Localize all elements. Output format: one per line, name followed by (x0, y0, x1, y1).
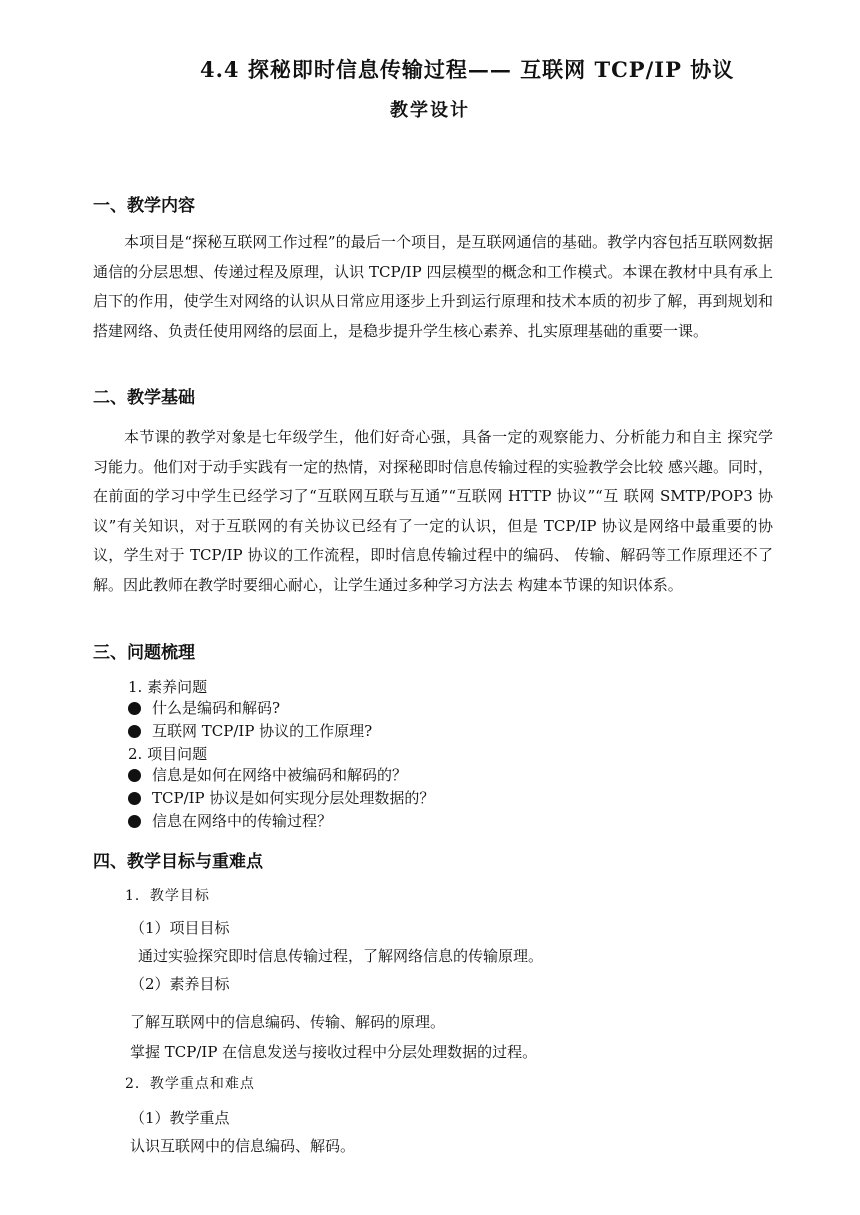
subsection-label: 2．教学重点和难点 (125, 1076, 255, 1092)
question-group-label: 2. 项目问题 (128, 745, 208, 763)
document-subtitle: 教学设计 (390, 100, 470, 121)
focus-text: 认识互联网中的信息编码、解码。 (130, 1137, 356, 1155)
objective-label: （2）素养目标 (130, 975, 230, 993)
question-item: 信息在网络中的传输过程？ (152, 812, 333, 830)
section-heading-content: 一、教学内容 (93, 196, 195, 216)
objective-label: （1）项目目标 (130, 919, 230, 937)
focus-label: （1）教学重点 (130, 1109, 230, 1127)
bullet-icon (128, 702, 141, 715)
document-title: 4.4 探秘即时信息传输过程—— 互联网 TCP/IP 协议 (200, 57, 735, 82)
question-item: 互联网 TCP/IP 协议的工作原理? (152, 722, 373, 740)
question-item: 什么是编码和解码? (152, 699, 281, 717)
bullet-icon (128, 792, 141, 805)
question-item: TCP/IP 协议是如何实现分层处理数据的？ (152, 789, 435, 807)
section-paragraph-content: 本项目是“探秘互联网工作过程”的最后一个项目，是互联网通信的基础。教学内容包括互联网数据通信的分层思想、传递过程及原理，认识 TCP/IP 四层模型的概念和工作模式。本课在教材中具有承上启下的作用，使学生对网络的认识从日常应用逐步上升到运行原理和技术本质的初步了解，再到规划和搭建网络、负责任使用网络的层面上，是稳步提升学生核心素养、扎实原理基础的重要一课。 (93, 233, 773, 340)
section-heading-objectives: 四、教学目标与重难点 (93, 852, 263, 872)
bullet-icon (128, 769, 141, 782)
section-paragraph-basis: 本节课的教学对象是七年级学生，他们好奇心强，具备一定的观察能力、分析能力和自主 探究学习能力。他们对于动手实践有一定的热情，对探秘即时信息传输过程的实验教学会比较 感兴趣。同时，在前面的学习中学生已经学习了“互联网互联与互通”“互联网 HTTP 协议”“互 联网 SMTP/POP3 协议”有关知识，对于互联网的有关协议已经有了一定的认识，但是 TCP/IP 协议是网络中最重要的协议，学生对于 TCP/IP 协议的工作流程，即时信息传输过程中的编码、 传输、解码等工作原理还不了解。因此教师在教学时要细心耐心，让学生通过多种学习方法去 构建本节课的知识体系。 (93, 428, 773, 594)
objective-text: 了解互联网中的信息编码、传输、解码的原理。 (130, 1013, 446, 1031)
bullet-icon (128, 725, 141, 738)
question-group-label: 1. 素养问题 (128, 678, 208, 696)
bullet-icon (128, 815, 141, 828)
question-item: 信息是如何在网络中被编码和解码的？ (152, 766, 408, 784)
section-heading-questions: 三、问题梳理 (93, 643, 195, 663)
objective-text: 掌握 TCP/IP 在信息发送与接收过程中分层处理数据的过程。 (130, 1043, 538, 1061)
objective-text: 通过实验探究即时信息传输过程，了解网络信息的传输原理。 (138, 947, 544, 965)
subsection-label: 1．教学目标 (125, 888, 210, 904)
section-heading-basis: 二、教学基础 (93, 388, 195, 408)
